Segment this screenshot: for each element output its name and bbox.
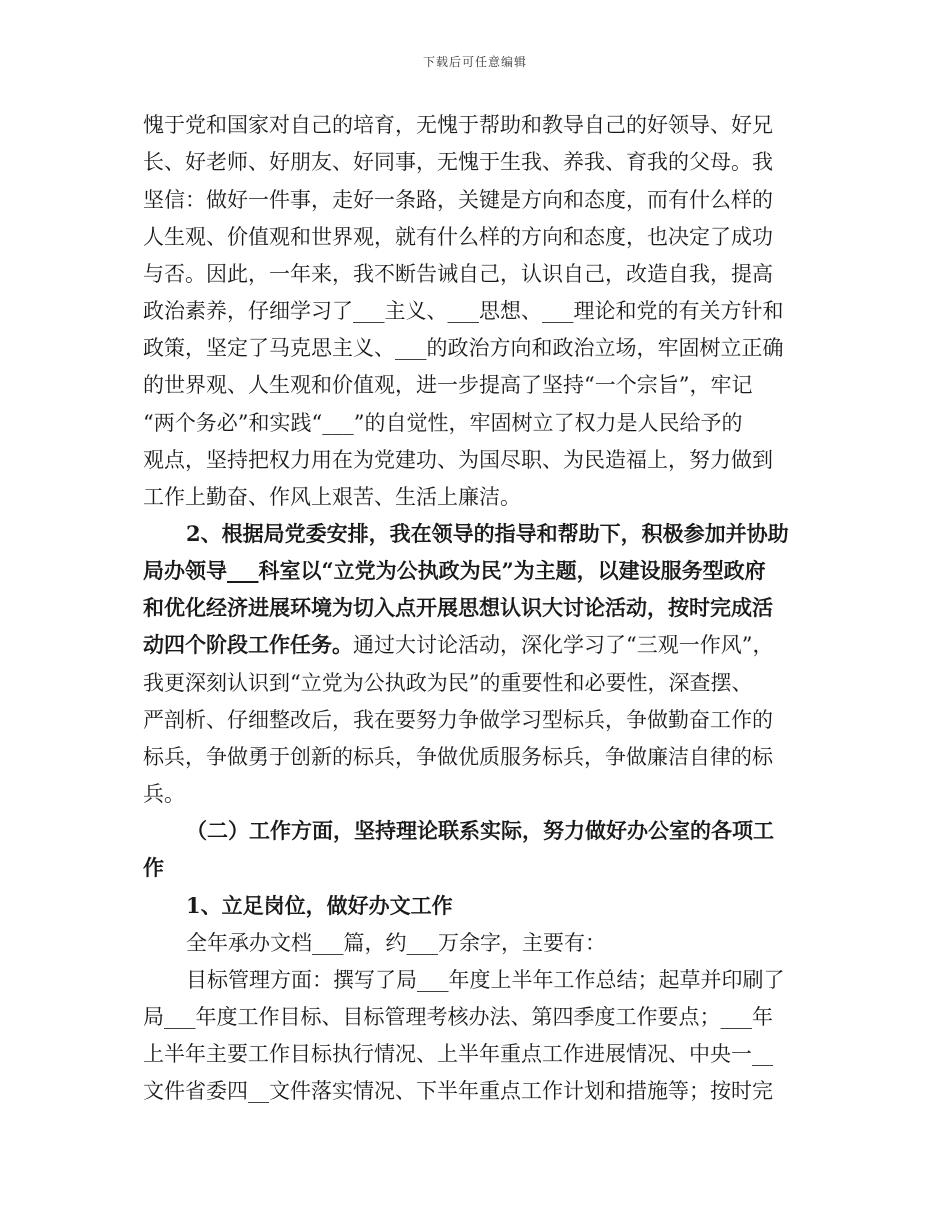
bold-text-line: 和优化经济进展环境为切入点开展思想认识大讨论活动，按时完成活 (143, 595, 773, 620)
text-line: 文件省委四__文件落实情况、下半年重点工作计划和措施等；按时完 (143, 1079, 773, 1103)
section-heading: （二）工作方面，坚持理论联系实际，努力做好办公室的各项工 (186, 818, 774, 843)
bold-text-segment: 动四个阶段工作任务。 (143, 632, 353, 657)
page-header: 下载后可任意编辑 (422, 55, 527, 69)
text-line: “两个务必”和实践“___”的自觉性，牢固树立了权力是人民给予的 (143, 411, 743, 435)
text-line: 标兵，争做勇于创新的标兵，争做优质服务标兵，争做廉洁自律的标 (143, 745, 773, 769)
section-heading: 作 (143, 855, 164, 880)
bold-text-line: 局办领导___科室以“立党为公执政为民”为主题，以建设服务型政府 (143, 558, 766, 583)
text-line: 上半年主要工作目标执行情况、上半年重点工作进展情况、中央一__ (143, 1042, 773, 1066)
text-line: 全年承办文档___篇，约___万余字，主要有： (186, 931, 606, 955)
bold-text-line: 2、根据局党委安排，我在领导的指导和帮助下，积极参加并协助 (186, 521, 789, 546)
text-line: 目标管理方面：撰写了局___年度上半年工作总结；起草并印刷了 (186, 968, 785, 992)
text-segment: 通过大讨论活动，深化学习了“三观一作风”， (353, 633, 774, 657)
text-line: 长、好老师、好朋友、好同事，无愧于生我、养我、育我的父母。我 (143, 150, 773, 174)
text-line: 愧于党和国家对自己的培育，无愧于帮助和教导自己的好领导、好兄 (143, 113, 773, 137)
text-line: 严剖析、仔细整改后，我在要努力争做学习型标兵，争做勤奋工作的 (143, 708, 773, 732)
text-line: 政策，坚定了马克思主义、___的政治方向和政治立场，牢固树立正确 (143, 336, 784, 360)
text-line: 人生观、价值观和世界观，就有什么样的方向和态度，也决定了成功 (143, 225, 773, 249)
text-line: 观点，坚持把权力用在为党建功、为国尽职、为民造福上，努力做到 (143, 448, 773, 472)
text-line: 工作上勤奋、作风上艰苦、生活上廉洁。 (143, 485, 521, 509)
text-line: 坚信：做好一件事，走好一条路，关键是方向和态度，而有什么样的 (143, 188, 773, 212)
mixed-text-line (143, 631, 773, 659)
text-line: 的世界观、人生观和价值观，进一步提高了坚持“一个宗旨”，牢记 (143, 373, 753, 397)
text-line: 与否。因此，一年来，我不断告诫自己，认识自己，改造自我，提高 (143, 262, 773, 286)
text-line: 兵。 (143, 782, 185, 806)
text-line: 我更深刻认识到“立党为公执政为民”的重要性和必要性，深查摆、 (143, 671, 753, 695)
text-line: 局___年度工作目标、目标管理考核办法、第四季度工作要点；___年 (143, 1005, 773, 1029)
text-line: 政治素养，仔细学习了___主义、___思想、___理论和党的有关方针和 (143, 299, 784, 323)
subsection-heading: 1、立足岗位，做好办文工作 (186, 893, 453, 918)
